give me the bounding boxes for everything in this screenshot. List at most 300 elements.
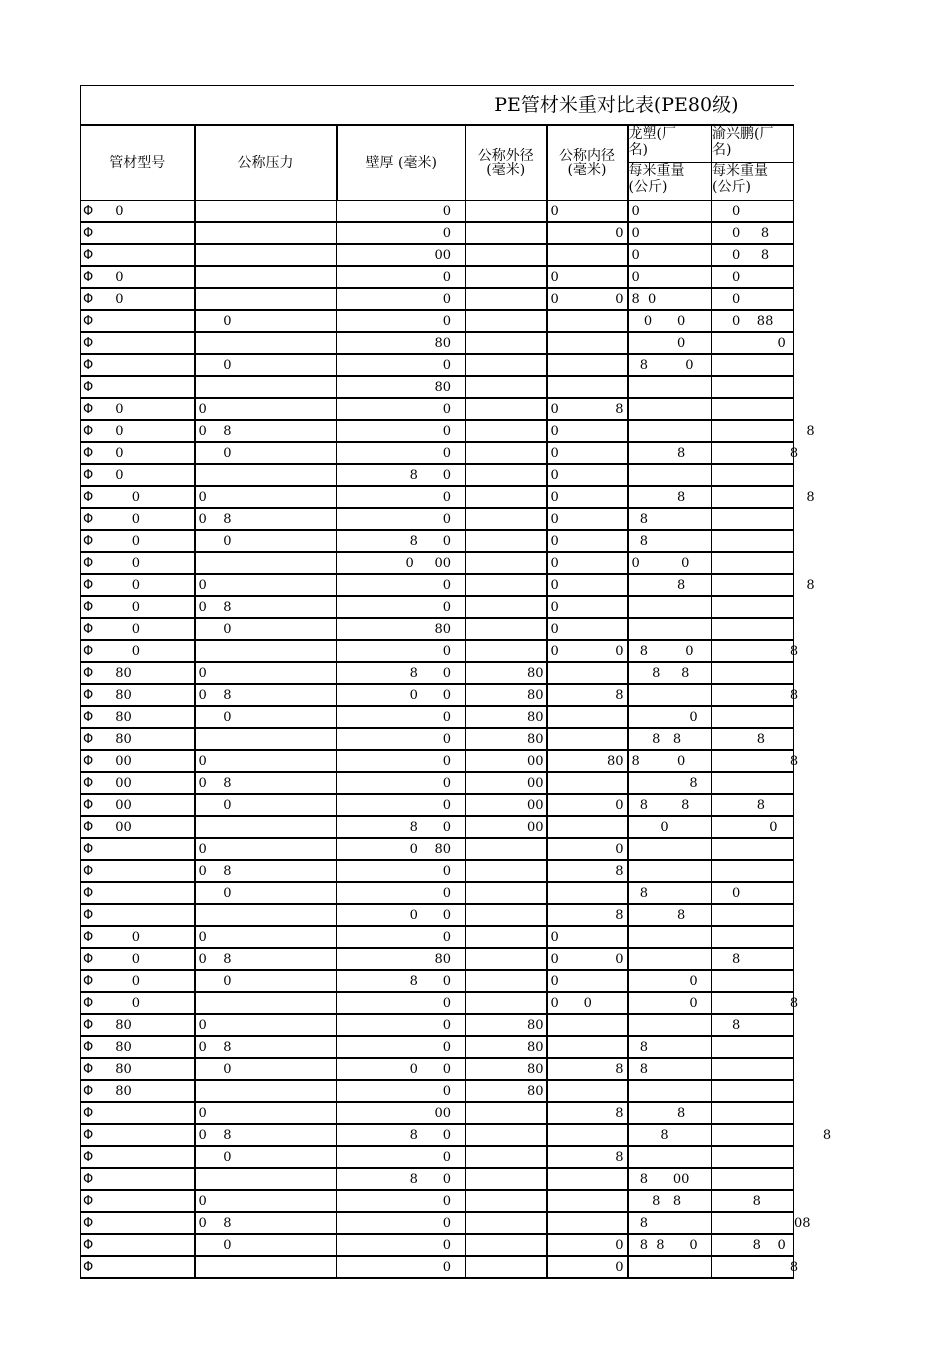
cell-weight-yuxingpeng (712, 596, 794, 618)
header-outer-diameter: 公称外径 (毫米) (466, 125, 547, 200)
cell-weight-yuxingpeng (712, 1036, 794, 1058)
cell-outer-diameter (466, 464, 547, 486)
cell-weight-yuxingpeng (712, 1102, 794, 1124)
cell-value: 0 (631, 709, 698, 725)
table-row (81, 1234, 794, 1256)
cell-weight-yuxingpeng (712, 618, 794, 640)
cell-weight-yuxingpeng (712, 310, 794, 332)
cell-outer-diameter (466, 1168, 547, 1190)
cell-weight-yuxingpeng (712, 508, 794, 530)
cell-value: 0 (442, 1237, 451, 1253)
table-row (81, 1080, 794, 1102)
cell-inner-diameter (547, 618, 628, 640)
cell-wall (337, 1058, 466, 1080)
table-row (81, 684, 794, 706)
cell-inner-diameter (547, 200, 628, 222)
cell-weight-yuxingpeng (712, 354, 794, 376)
cell-model (81, 970, 195, 992)
cell-value: 0 (631, 247, 640, 263)
cell-value: 0 (550, 291, 559, 307)
cell-outer-diameter (466, 1256, 547, 1278)
cell-value: 80 (606, 753, 624, 769)
cell-outer-diameter (466, 772, 547, 794)
cell-value: 0 00 (405, 555, 451, 571)
cell-inner-diameter (547, 1124, 628, 1146)
cell-weight-yuxingpeng (712, 926, 794, 948)
cell-value: 8 0 (409, 1127, 451, 1143)
cell-outer-diameter (466, 288, 547, 310)
cell-weight-longsu (628, 1124, 712, 1146)
cell-weight-yuxingpeng (712, 464, 794, 486)
phi-symbol: Φ (83, 445, 94, 461)
cell-outer-diameter (466, 926, 547, 948)
header-brand-yuxingpeng: 渝兴鹏(厂 名) (712, 125, 794, 162)
cell-value: 8 0 (631, 291, 657, 307)
cell-outer-diameter (466, 992, 547, 1014)
cell-value: 0 8 (198, 1215, 232, 1231)
cell-value: 8 0 (409, 1171, 451, 1187)
cell-model (81, 552, 195, 574)
cell-weight-longsu (628, 420, 712, 442)
cell-value: 0 (107, 489, 141, 505)
phi-symbol: Φ (83, 687, 94, 703)
cell-weight-yuxingpeng (712, 1256, 799, 1278)
table-row (81, 750, 794, 772)
cell-value: 0 (107, 203, 124, 219)
cell-value: 8 (631, 511, 649, 527)
table-row (81, 1058, 794, 1080)
cell-value: 8 (732, 445, 799, 461)
cell-pressure (195, 1212, 337, 1234)
phi-symbol: Φ (83, 1039, 94, 1055)
cell-outer-diameter (466, 530, 547, 552)
cell-value: 0 8 (732, 225, 770, 241)
cell-value: 0 0 (550, 995, 592, 1011)
cell-value: 0 (442, 511, 451, 527)
cell-model (81, 1014, 195, 1036)
cell-model (81, 530, 195, 552)
cell-value: 80 (107, 1083, 132, 1099)
table-row (81, 1168, 794, 1190)
cell-value: 80 (434, 951, 451, 967)
cell-value: 0 (442, 929, 451, 945)
cell-outer-diameter (466, 1124, 547, 1146)
table-row (81, 332, 794, 354)
cell-weight-longsu (628, 1058, 712, 1080)
header-pressure: 公称压力 (195, 125, 337, 200)
cell-model (81, 684, 195, 706)
cell-weight-yuxingpeng (712, 948, 794, 970)
phi-symbol: Φ (83, 1237, 94, 1253)
cell-pressure (195, 882, 337, 904)
cell-pressure (195, 860, 337, 882)
cell-pressure (195, 1190, 337, 1212)
phi-symbol: Φ (83, 269, 94, 285)
cell-value: 8 0 (631, 643, 694, 659)
phi-symbol: Φ (83, 731, 94, 747)
table-row (81, 728, 794, 750)
cell-value: 0 8 (198, 599, 232, 615)
cell-weight-yuxingpeng (712, 772, 794, 794)
cell-model (81, 200, 195, 222)
cell-weight-yuxingpeng (712, 904, 794, 926)
table-row (81, 596, 794, 618)
cell-weight-longsu (628, 1256, 712, 1278)
cell-wall (337, 310, 466, 332)
cell-value: 8 (732, 1017, 741, 1033)
cell-weight-yuxingpeng (712, 420, 815, 442)
cell-value: 0 (442, 357, 451, 373)
cell-outer-diameter (466, 640, 547, 662)
cell-value: 80 (526, 1083, 544, 1099)
cell-value: 80 (434, 335, 451, 351)
cell-model (81, 332, 195, 354)
cell-weight-longsu (628, 1080, 712, 1102)
cell-pressure (195, 464, 337, 486)
cell-value: 8 (732, 1127, 832, 1143)
cell-value: 80 (526, 731, 544, 747)
table-row (81, 926, 794, 948)
cell-weight-longsu (628, 442, 712, 464)
cell-pressure (195, 684, 337, 706)
cell-weight-longsu (628, 244, 712, 266)
cell-value: 0 (631, 995, 698, 1011)
table-row (81, 618, 794, 640)
cell-weight-longsu (628, 200, 712, 222)
cell-wall (337, 860, 466, 882)
cell-model (81, 266, 195, 288)
cell-pressure (195, 904, 337, 926)
cell-pressure (195, 1234, 337, 1256)
cell-model (81, 1234, 195, 1256)
cell-value: 0 (615, 1259, 624, 1275)
cell-value: 0 (198, 1061, 232, 1077)
cell-weight-yuxingpeng (712, 552, 794, 574)
cell-pressure (195, 574, 337, 596)
phi-symbol: Φ (83, 357, 94, 373)
cell-outer-diameter (466, 882, 547, 904)
cell-value: 8 (631, 1215, 649, 1231)
cell-wall (337, 750, 466, 772)
cell-value: 0 (442, 401, 451, 417)
cell-value: 0 (550, 643, 559, 659)
phi-symbol: Φ (83, 423, 94, 439)
cell-wall (337, 662, 466, 684)
phi-symbol: Φ (83, 797, 94, 813)
cell-value: 00 (526, 775, 544, 791)
cell-inner-diameter (547, 354, 628, 376)
cell-outer-diameter (466, 728, 547, 750)
pe-pipe-weight-table (80, 85, 832, 1279)
cell-wall (337, 288, 466, 310)
table-row (81, 244, 794, 266)
cell-model (81, 420, 195, 442)
cell-value: 0 (550, 203, 559, 219)
cell-value: 0 (198, 533, 232, 549)
table-row (81, 486, 794, 508)
cell-weight-longsu (628, 904, 712, 926)
cell-value: 80 (434, 379, 451, 395)
cell-model (81, 354, 195, 376)
cell-wall (337, 1124, 466, 1146)
cell-value: 80 (107, 1061, 132, 1077)
cell-value: 8 (631, 489, 686, 505)
cell-value: 80 (526, 1061, 544, 1077)
cell-inner-diameter (547, 1256, 628, 1278)
cell-value: 8 8 (631, 665, 690, 681)
cell-outer-diameter (466, 1212, 547, 1234)
phi-symbol: Φ (83, 1127, 94, 1143)
cell-value: 8 8 0 (631, 1237, 698, 1253)
cell-value: 0 8 (732, 247, 770, 263)
cell-outer-diameter (466, 706, 547, 728)
cell-pressure (195, 1124, 337, 1146)
cell-value: 8 (732, 753, 799, 769)
cell-value: 0 (442, 313, 451, 329)
cell-outer-diameter (466, 266, 547, 288)
cell-weight-longsu (628, 992, 712, 1014)
phi-symbol: Φ (83, 203, 94, 219)
cell-model (81, 948, 195, 970)
cell-pressure (195, 530, 337, 552)
cell-model (81, 904, 195, 926)
cell-model (81, 772, 195, 794)
cell-weight-longsu (628, 398, 712, 420)
cell-weight-longsu (628, 816, 712, 838)
phi-symbol: Φ (83, 247, 94, 263)
cell-outer-diameter (466, 1190, 547, 1212)
phi-symbol: Φ (83, 973, 94, 989)
cell-value: 0 (615, 951, 624, 967)
cell-value: 0 (732, 291, 741, 307)
cell-value: 8 0 (631, 753, 686, 769)
cell-value: 0 80 (409, 841, 451, 857)
cell-inner-diameter (547, 794, 628, 816)
cell-pressure (195, 1036, 337, 1058)
table-row (81, 970, 794, 992)
cell-value: 80 (107, 665, 132, 681)
cell-value: 8 (732, 995, 799, 1011)
table-row (81, 552, 794, 574)
cell-value: 0 (107, 401, 124, 417)
cell-value: 0 (442, 1193, 451, 1209)
cell-value: 0 (442, 1039, 451, 1055)
cell-model (81, 1256, 195, 1278)
cell-value: 8 (631, 1061, 649, 1077)
cell-inner-diameter (547, 1058, 628, 1080)
cell-inner-diameter (547, 376, 628, 398)
cell-value: 0 (615, 291, 624, 307)
cell-weight-yuxingpeng (712, 200, 794, 222)
cell-value: 0 (442, 203, 451, 219)
cell-inner-diameter (547, 530, 628, 552)
cell-value: 8 0 (409, 819, 451, 835)
phi-symbol: Φ (83, 709, 94, 725)
cell-value: 00 (434, 1105, 451, 1121)
cell-outer-diameter (466, 1014, 547, 1036)
cell-value: 80 (107, 709, 132, 725)
cell-weight-longsu (628, 376, 712, 398)
cell-wall (337, 816, 466, 838)
cell-inner-diameter (547, 728, 628, 750)
cell-outer-diameter (466, 794, 547, 816)
cell-value: 0 (198, 885, 232, 901)
table-row (81, 816, 794, 838)
cell-value: 8 (615, 1105, 624, 1121)
cell-model (81, 1036, 195, 1058)
cell-outer-diameter (466, 1146, 547, 1168)
cell-value: 0 (442, 1259, 451, 1275)
cell-wall (337, 992, 466, 1014)
cell-weight-yuxingpeng (712, 1014, 794, 1036)
phi-symbol: Φ (83, 1083, 94, 1099)
cell-pressure (195, 398, 337, 420)
table-body (81, 200, 832, 1278)
cell-weight-longsu (628, 574, 712, 596)
cell-inner-diameter (547, 970, 628, 992)
table-row (81, 1124, 794, 1146)
cell-value: 0 (107, 929, 141, 945)
cell-wall (337, 1014, 466, 1036)
cell-inner-diameter (547, 288, 628, 310)
cell-value: 0 (550, 423, 559, 439)
cell-value: 8 (615, 687, 624, 703)
cell-value: 80 (526, 665, 544, 681)
cell-weight-yuxingpeng (712, 970, 794, 992)
cell-outer-diameter (466, 838, 547, 860)
table-row (81, 266, 794, 288)
cell-value: 0 (107, 643, 141, 659)
phi-symbol: Φ (83, 511, 94, 527)
cell-value: 0 (198, 1017, 207, 1033)
cell-inner-diameter (547, 222, 628, 244)
cell-wall (337, 530, 466, 552)
cell-wall (337, 882, 466, 904)
cell-value: 0 (198, 621, 232, 637)
table-row (81, 1190, 794, 1212)
cell-value: 0 (442, 269, 451, 285)
cell-weight-longsu (628, 354, 712, 376)
cell-inner-diameter (547, 1036, 628, 1058)
cell-model (81, 706, 195, 728)
cell-value: 0 (615, 643, 624, 659)
table-row (81, 640, 794, 662)
cell-model (81, 1124, 195, 1146)
cell-inner-diameter (547, 244, 628, 266)
cell-value: 0 (615, 225, 624, 241)
cell-value: 8 (732, 643, 799, 659)
cell-value: 8 (615, 401, 624, 417)
cell-weight-longsu (628, 552, 712, 574)
cell-model (81, 794, 195, 816)
cell-value: 0 (442, 577, 451, 593)
table-row (81, 838, 794, 860)
cell-value: 0 (107, 577, 141, 593)
cell-value: 0 (107, 599, 141, 615)
phi-symbol: Φ (83, 291, 94, 307)
cell-value: 8 (631, 775, 698, 791)
cell-value: 0 (631, 973, 698, 989)
cell-value: 0 (198, 1237, 232, 1253)
cell-model (81, 618, 195, 640)
cell-model (81, 1058, 195, 1080)
cell-weight-longsu (628, 618, 712, 640)
cell-value: 0 8 (198, 423, 232, 439)
header-model: 管材型号 (81, 125, 195, 200)
cell-value: 0 (198, 1149, 232, 1165)
cell-outer-diameter (466, 904, 547, 926)
cell-value: 0 (198, 577, 207, 593)
cell-weight-longsu (628, 860, 712, 882)
cell-model (81, 728, 195, 750)
cell-value: 00 (107, 753, 132, 769)
cell-value: 0 (442, 797, 451, 813)
cell-outer-diameter (466, 684, 547, 706)
header-weight-yuxingpeng: 每米重量 (公斤) (712, 162, 794, 200)
cell-value: 0 (198, 841, 207, 857)
phi-symbol: Φ (83, 401, 94, 417)
cell-model (81, 442, 195, 464)
cell-inner-diameter (547, 772, 628, 794)
cell-value: 0 (107, 467, 124, 483)
cell-weight-longsu (628, 684, 712, 706)
cell-value: 0 (198, 313, 232, 329)
cell-outer-diameter (466, 750, 547, 772)
header-inner-diameter: 公称内径 (毫米) (547, 125, 628, 200)
cell-weight-yuxingpeng (712, 332, 794, 354)
cell-pressure (195, 992, 337, 1014)
cell-model (81, 574, 195, 596)
cell-value: 80 (526, 1039, 544, 1055)
cell-value: 0 (631, 225, 640, 241)
cell-value: 0 (732, 885, 741, 901)
cell-inner-diameter (547, 1080, 628, 1102)
cell-outer-diameter (466, 442, 547, 464)
phi-symbol: Φ (83, 379, 94, 395)
cell-value: 80 (526, 709, 544, 725)
cell-value: 0 0 (409, 1061, 451, 1077)
header-brand-longsu: 龙塑(厂 名) (628, 125, 712, 162)
cell-value: 8 (631, 885, 649, 901)
cell-outer-diameter (466, 662, 547, 684)
cell-weight-yuxingpeng (712, 640, 799, 662)
cell-wall (337, 420, 466, 442)
cell-model (81, 1190, 195, 1212)
cell-weight-longsu (628, 222, 712, 244)
cell-pressure (195, 948, 337, 970)
cell-weight-longsu (628, 508, 712, 530)
cell-weight-longsu (628, 1190, 712, 1212)
cell-outer-diameter (466, 508, 547, 530)
cell-value: 0 (107, 423, 124, 439)
cell-inner-diameter (547, 420, 628, 442)
table-row (81, 354, 794, 376)
cell-value: 00 (526, 819, 544, 835)
cell-value: 0 (442, 731, 451, 747)
cell-weight-yuxingpeng (712, 574, 815, 596)
cell-pressure (195, 1102, 337, 1124)
cell-weight-yuxingpeng (712, 1124, 832, 1146)
cell-outer-diameter (466, 596, 547, 618)
header-wall: 壁厚 (毫米) (337, 125, 466, 200)
cell-weight-longsu (628, 1102, 712, 1124)
table-row (81, 420, 794, 442)
cell-value: 8 0 (409, 973, 451, 989)
cell-wall (337, 398, 466, 420)
cell-pressure (195, 1168, 337, 1190)
table-row (81, 904, 794, 926)
cell-inner-diameter (547, 706, 628, 728)
